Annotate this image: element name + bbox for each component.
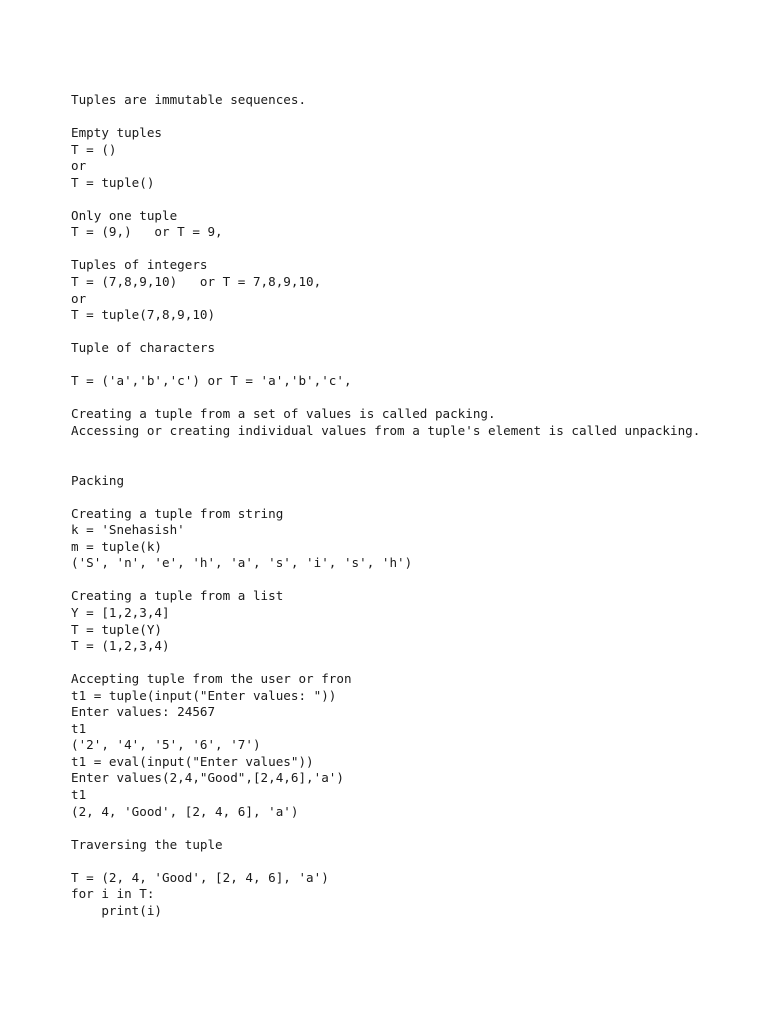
text-line: Traversing the tuple [71,836,223,852]
text-line: Only one tuple [71,207,178,223]
text-line: for i in T: [71,886,155,902]
text-line [71,489,761,506]
text-line: T = (2, 4, 'Good', [2, 4, 6], 'a') [71,869,329,885]
text-line: t1 = tuple(input("Enter values: ")) [71,687,337,703]
text-line: Accepting tuple from the user or fron [71,671,352,687]
text-line: T = (1,2,3,4) [71,638,170,654]
text-line: or [71,158,87,174]
text-line: k = 'Snehasish' [71,522,185,538]
text-line: Creating a tuple from a list [71,588,284,604]
text-line: T = tuple(7,8,9,10) [71,307,216,323]
text-line: Empty tuples [71,125,162,141]
text-line: ('S', 'n', 'e', 'h', 'a', 's', 'i', 's', 'h') [71,555,413,571]
text-line: Tuple of characters [71,340,216,356]
text-line: T = tuple(Y) [71,621,162,637]
text-line [71,439,761,456]
text-line: Enter values(2,4,"Good",[2,4,6],'a') [71,770,344,786]
text-line: T = tuple() [71,174,155,190]
text-line: T = (7,8,9,10) or T = 7,8,9,10, [71,274,322,290]
text-line: t1 [71,720,87,736]
document-page [71,92,761,919]
text-line [71,853,761,870]
text-line: t1 [71,786,87,802]
text-line: Enter values: 24567 [71,704,216,720]
text-line: m = tuple(k) [71,538,162,554]
text-line [71,324,761,341]
text-line [71,572,761,589]
text-line: Creating a tuple from a set of values is called packing. [71,406,496,422]
text-line [71,357,761,374]
text-line: Accessing or creating individual values from a tuple's element is called unpacking. [71,422,701,438]
text-line [71,456,761,473]
text-line: Y = [1,2,3,4] [71,604,170,620]
text-line: Tuples are immutable sequences. [71,92,307,107]
text-line [71,820,761,837]
text-line [71,109,761,126]
text-line [71,241,761,258]
text-line: T = ('a','b','c') or T = 'a','b','c', [71,373,352,389]
text-line: t1 = eval(input("Enter values")) [71,753,314,769]
text-line [71,191,761,208]
text-line: or [71,290,87,306]
text-line [71,390,761,407]
text-line: Tuples of integers [71,257,208,273]
text-line [71,655,761,672]
text-line: T = () [71,141,117,157]
text-line: Packing [71,472,125,488]
text-line: Creating a tuple from string [71,505,284,521]
text-line: T = (9,) or T = 9, [71,224,223,240]
text-line: (2, 4, 'Good', [2, 4, 6], 'a') [71,803,299,819]
text-line: print(i) [71,902,162,918]
text-line: ('2', '4', '5', '6', '7') [71,737,261,753]
